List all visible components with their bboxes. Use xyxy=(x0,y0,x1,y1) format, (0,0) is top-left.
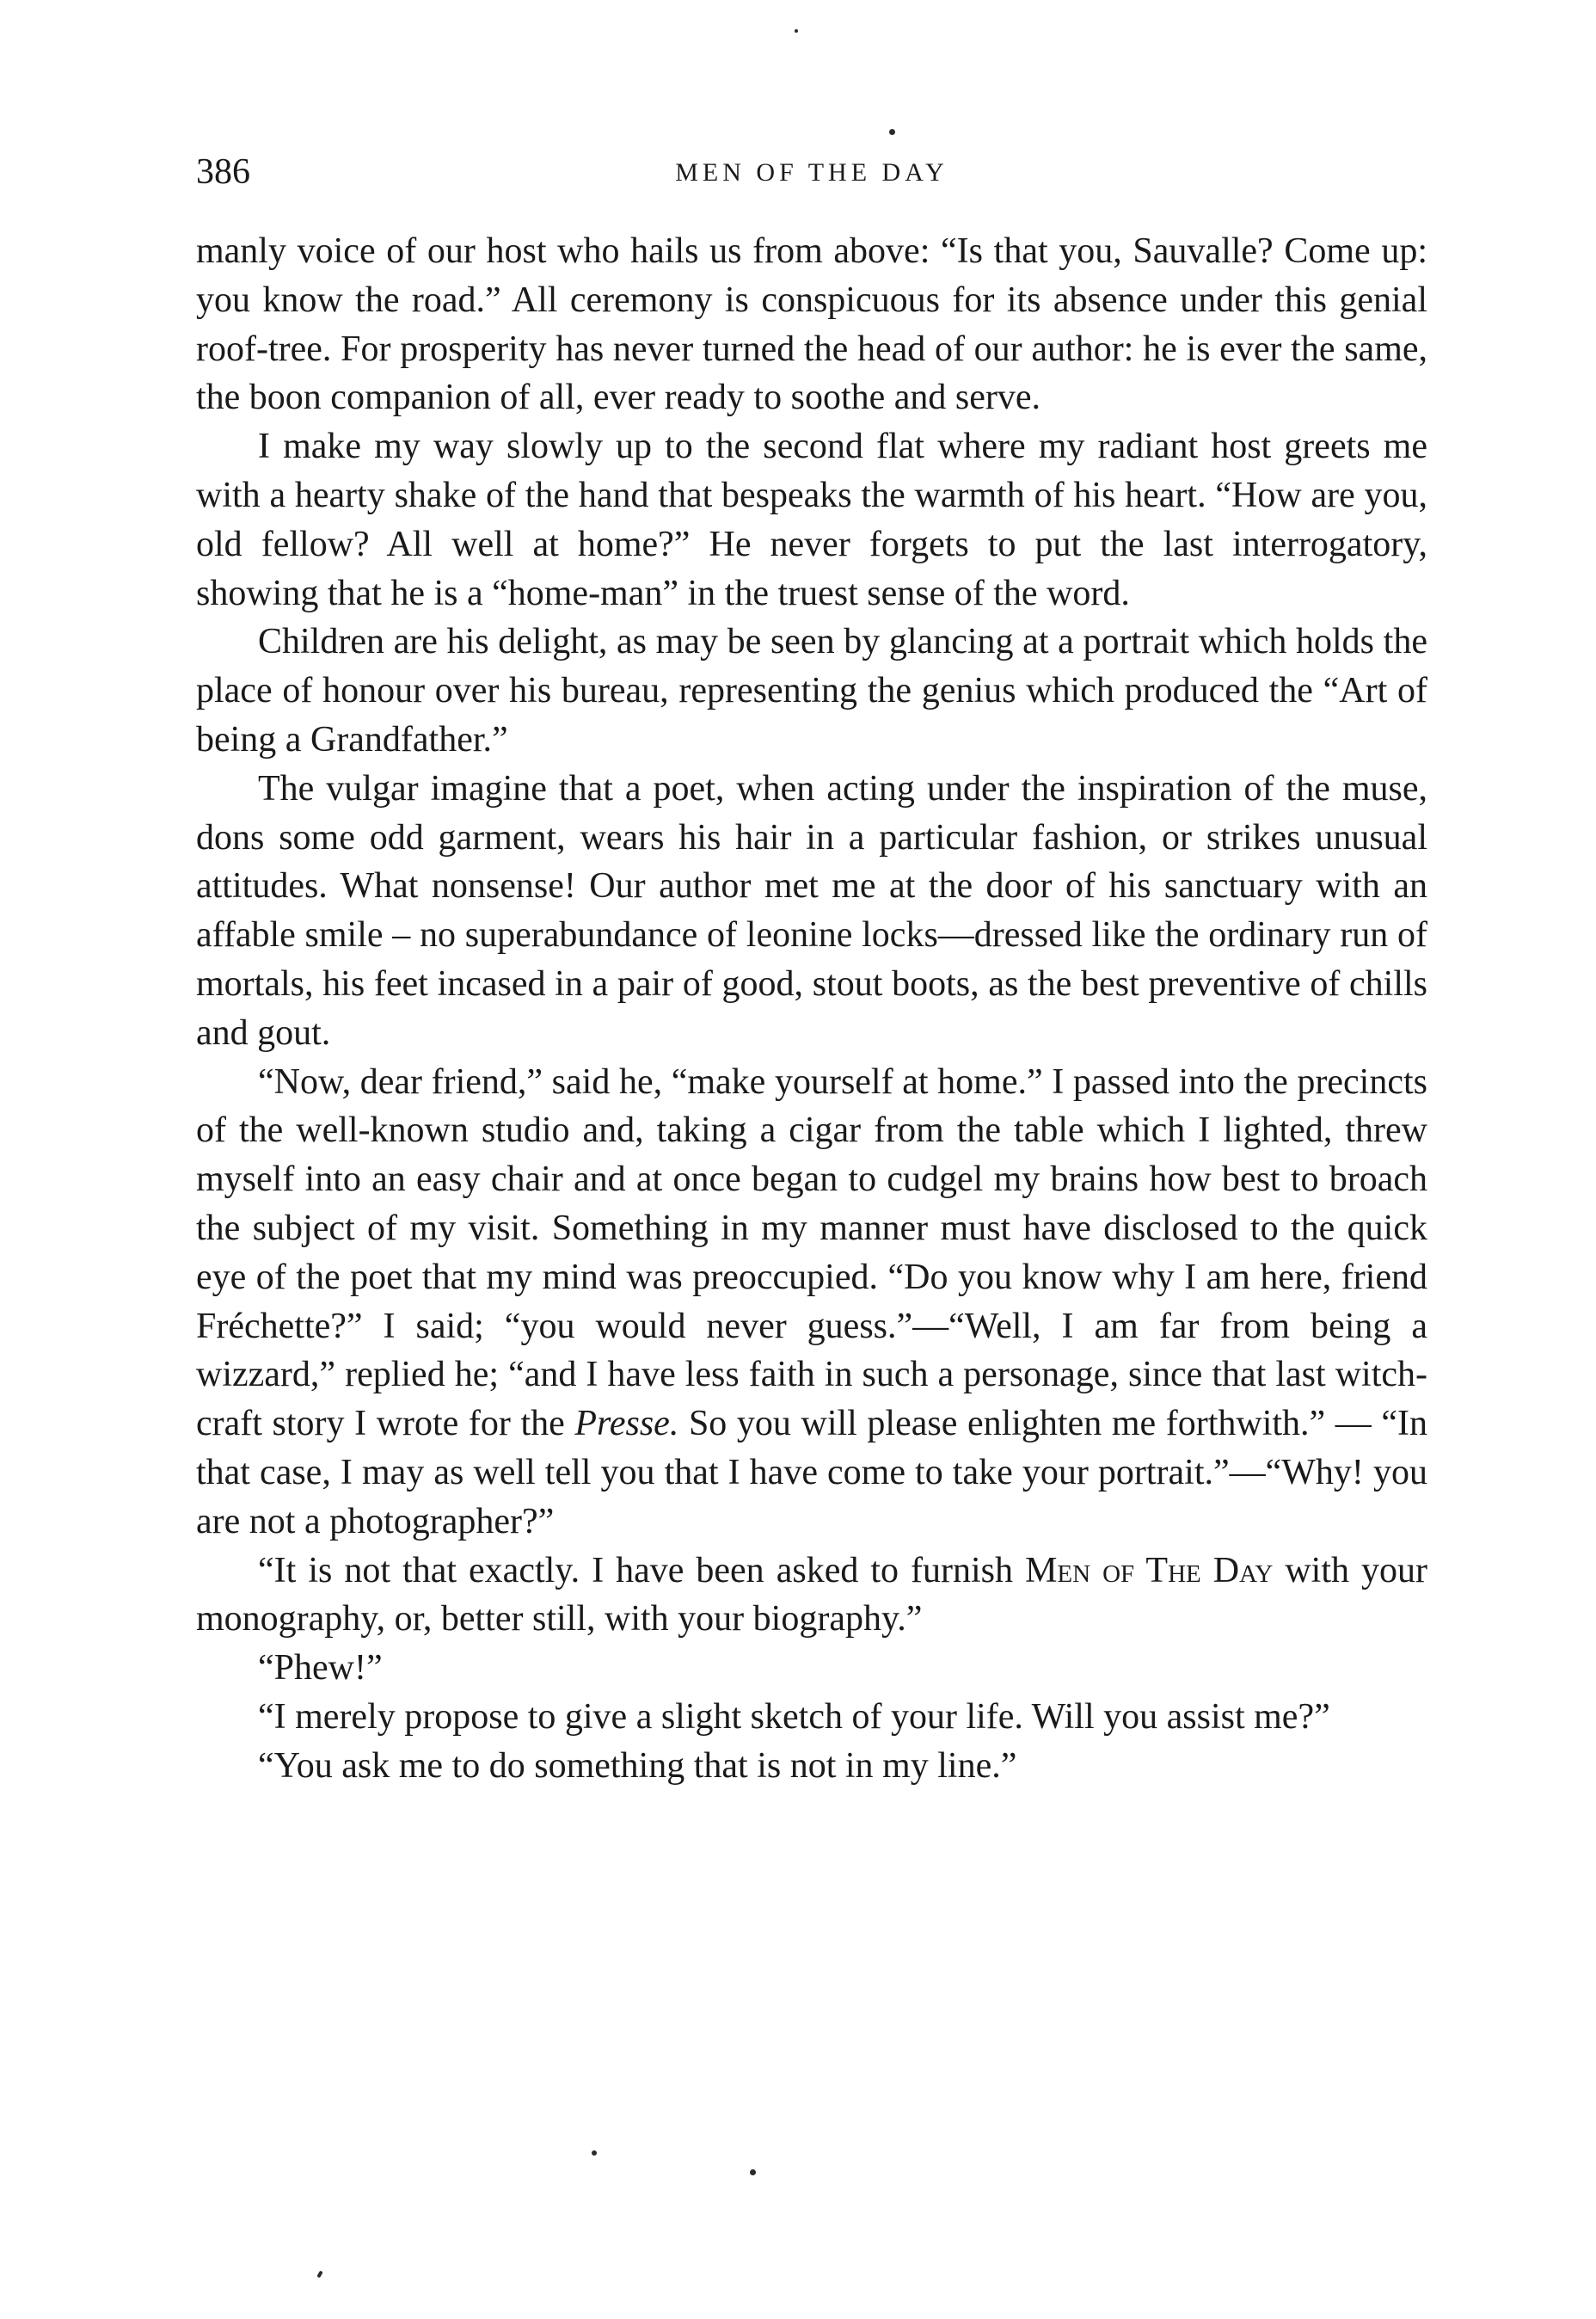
ink-speck xyxy=(889,129,895,135)
paragraph-text: “It is not that exactly. I have been asked to furnish xyxy=(258,1550,1014,1590)
paragraph-4 xyxy=(196,765,1427,1058)
paragraph-text: “Now, dear friend,” said he, “make yourself at home.” I passed into the precincts of the well-known studio and, taking a cigar from the table which I lighted, threw myself into an easy chair and at once began to cudgel my brains how best to broach the subject of my visit. Something in my manner must have disclosed to the quick eye of the poet that my mind was preoccupied. “Do you know why I am here, friend Fréchette?” I said; “you would never guess.”—“Well, I am far from being a wizzard,” replied he; “and I have less faith in such a personage, since that last witch-craft story I wrote for the xyxy=(196,1061,1427,1444)
page-number: 386 xyxy=(196,152,250,192)
paragraph-9 xyxy=(196,1742,1427,1791)
paragraph-text: I make my way slowly up to the second flat where my radiant host greets me with a hearty shake of the hand that bespeaks the warmth of his heart. “How are you, old fellow? All well at home?” He never forgets to put the last interrogatory, showing that he is a “home-man” in the truest sense of the word. xyxy=(196,427,1427,613)
paragraph-2 xyxy=(196,422,1427,618)
paragraph-6 xyxy=(196,1547,1427,1645)
paragraph-text: “I merely propose to give a slight sketch of your life. Will you assist me?” xyxy=(258,1696,1330,1737)
page-header xyxy=(196,148,1427,200)
paragraph-text: manly voice of our host who hails us from above: “Is that you, Sauvalle? Come up: you know the road.” All ceremony is conspicuous for its absence under this genial roof-tree. For prosperity has never turned the head of our author: he is ever the same, the boon companion of all, ever ready to soothe and serve. xyxy=(196,231,1427,418)
ink-speck xyxy=(795,29,798,33)
body-text xyxy=(196,227,1427,1791)
newspaper-title: Presse. xyxy=(574,1404,679,1444)
paragraph-8 xyxy=(196,1693,1427,1742)
running-title: MEN OF THE DAY xyxy=(675,158,948,187)
ink-speck xyxy=(750,2169,756,2175)
paragraph-7 xyxy=(196,1644,1427,1693)
paragraph-text: “Phew!” xyxy=(258,1648,383,1689)
ink-speck xyxy=(316,2271,322,2279)
paragraph-text: The vulgar imagine that a poet, when acting under the inspiration of the muse, dons some odd garment, wears his hair in a particular fashion, or strikes unusual attitudes. What nonsense! Our author met me at the door of his sanctuary with an affable smile – no superabundance of leonine locks—dressed like the ordinary run of mortals, his feet incased in a pair of good, stout boots, as the best preventive of chills and gout. xyxy=(196,768,1427,1053)
paragraph-5 xyxy=(196,1058,1427,1547)
paragraph-text-continued: with your monography, or, better still, with your biography.” xyxy=(196,1550,1428,1639)
ink-speck xyxy=(592,2150,597,2156)
paragraph-text: Children are his delight, as may be seen by glancing at a portrait which holds the place of honour over his bureau, representing the genius which produced the “Art of being a Grandfather.” xyxy=(196,622,1427,760)
paragraph-1 xyxy=(196,227,1427,422)
paragraph-text-continued: So you will please enlighten me forthwith.” — “In that case, I may as well tell you that I have come to take your portrait.”—“Why! you are not a photographer?” xyxy=(196,1404,1428,1541)
paragraph-text: “You ask me to do something that is not in my line.” xyxy=(258,1745,1017,1786)
book-title: Men of The Day xyxy=(1025,1550,1274,1590)
paragraph-3 xyxy=(196,618,1427,764)
